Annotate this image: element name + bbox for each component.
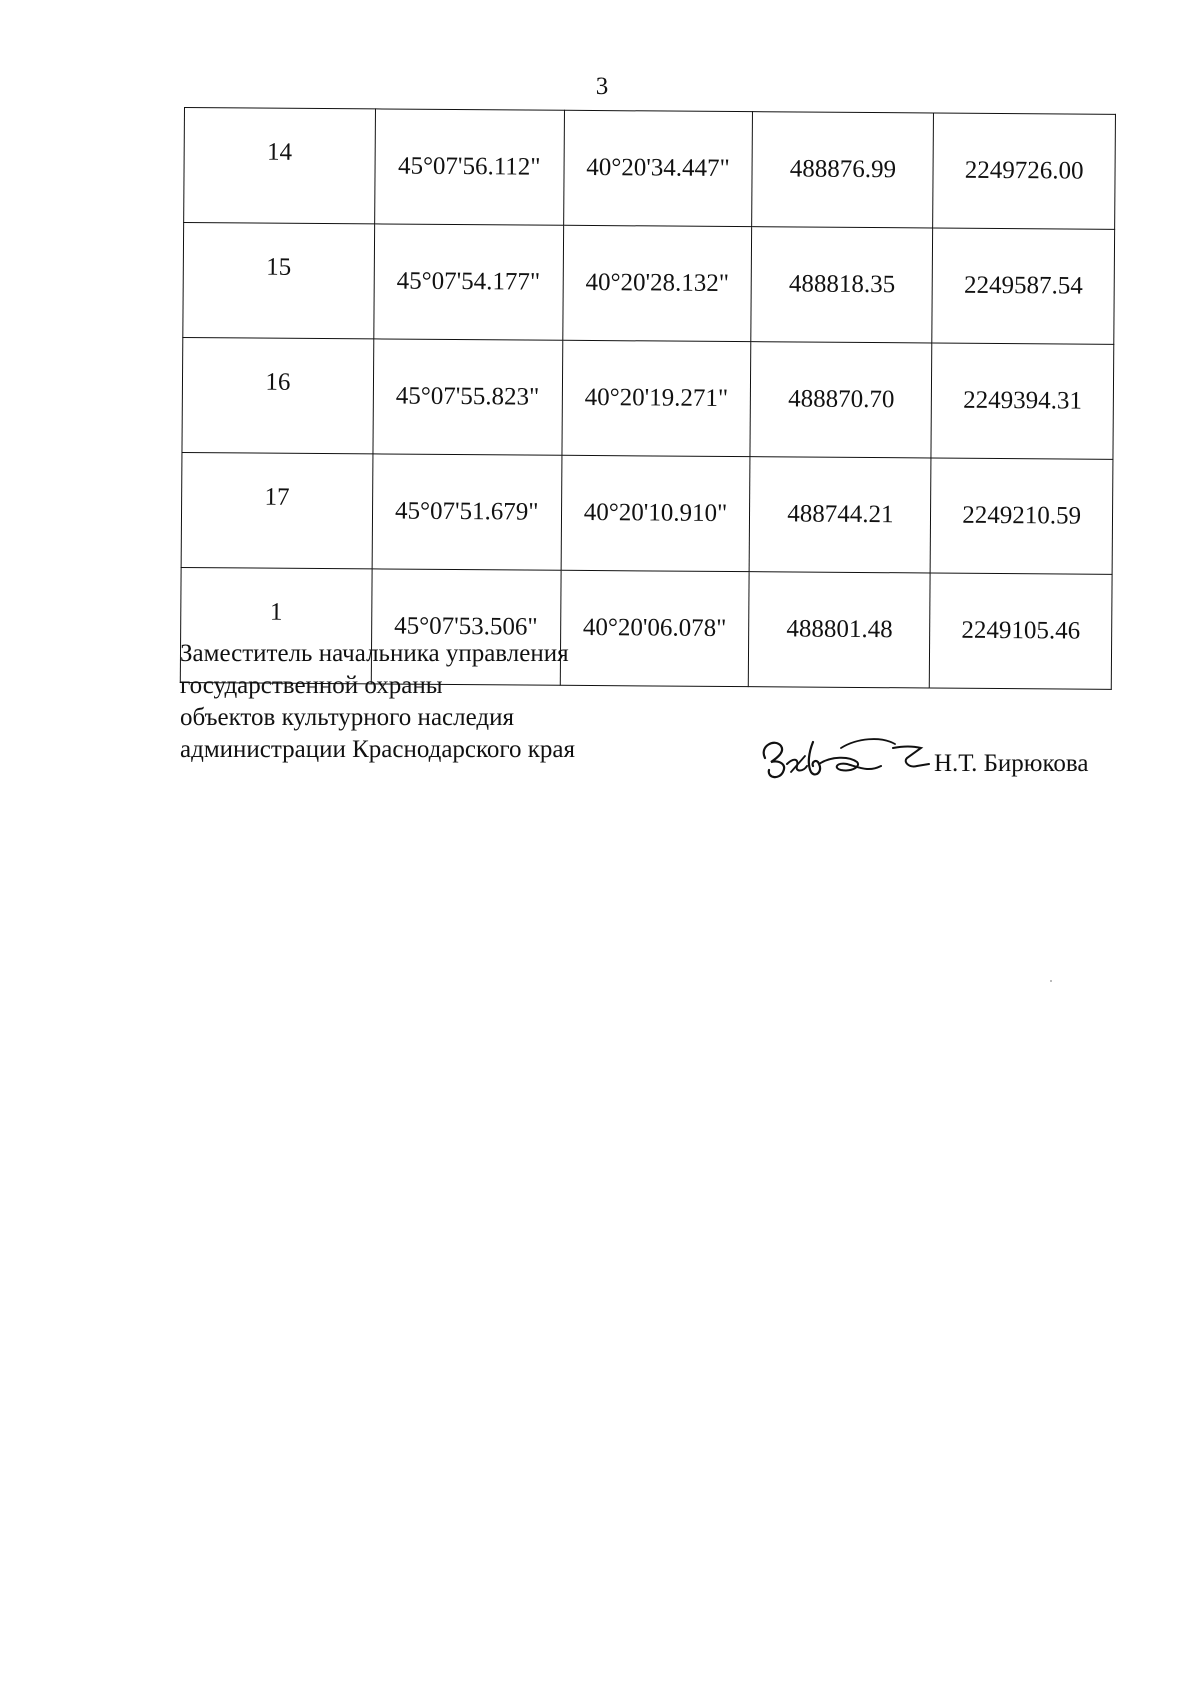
handwritten-signature (757, 728, 937, 788)
cell-latitude: 45°07'51.679" (372, 454, 562, 570)
cell-point-number: 15 (183, 223, 375, 339)
cell-y-coordinate: 2249587.54 (932, 228, 1115, 344)
signatory-position-line: Заместитель начальника управления (180, 640, 569, 667)
scan-speck (1050, 980, 1052, 982)
cell-latitude: 45°07'53.506" (371, 569, 561, 685)
signatory-position (180, 638, 575, 766)
cell-x-coordinate: 488744.21 (750, 457, 932, 573)
cell-y-coordinate: 2249726.00 (933, 113, 1116, 229)
coordinates-table-body (180, 108, 1115, 690)
table-row (182, 337, 1114, 459)
signer (757, 728, 1127, 788)
cell-longitude: 40°20'06.078" (560, 570, 750, 686)
signer-name: Н.Т. Бирюкова (934, 750, 1089, 777)
cell-x-coordinate: 488876.99 (752, 112, 934, 228)
table-row (184, 108, 1116, 230)
cell-latitude: 45°07'56.112" (374, 109, 564, 225)
table-row (181, 452, 1113, 574)
cell-point-number: 1 (180, 567, 372, 683)
cell-longitude: 40°20'28.132" (562, 225, 752, 341)
cell-x-coordinate: 488870.70 (750, 342, 932, 458)
page-number: 3 (595, 73, 609, 100)
cell-y-coordinate: 2249210.59 (930, 458, 1113, 574)
cell-point-number: 14 (184, 108, 376, 224)
coordinates-table (180, 107, 1116, 690)
cell-y-coordinate: 2249105.46 (930, 573, 1113, 689)
cell-x-coordinate: 488801.48 (749, 572, 931, 688)
table-row (183, 223, 1115, 345)
cell-longitude: 40°20'34.447" (563, 110, 753, 226)
cell-longitude: 40°20'19.271" (562, 340, 752, 456)
signatory-position-line: объектов культурного наследия (180, 704, 514, 731)
cell-latitude: 45°07'54.177" (374, 224, 564, 340)
signatory-position-line: государственной охраны (180, 672, 443, 699)
cell-latitude: 45°07'55.823" (373, 339, 563, 455)
cell-x-coordinate: 488818.35 (751, 227, 933, 343)
cell-y-coordinate: 2249394.31 (931, 343, 1114, 459)
cell-longitude: 40°20'10.910" (561, 455, 751, 571)
signatory-position-line: администрации Краснодарского края (180, 736, 576, 763)
cell-point-number: 16 (182, 337, 374, 453)
cell-point-number: 17 (181, 452, 373, 568)
